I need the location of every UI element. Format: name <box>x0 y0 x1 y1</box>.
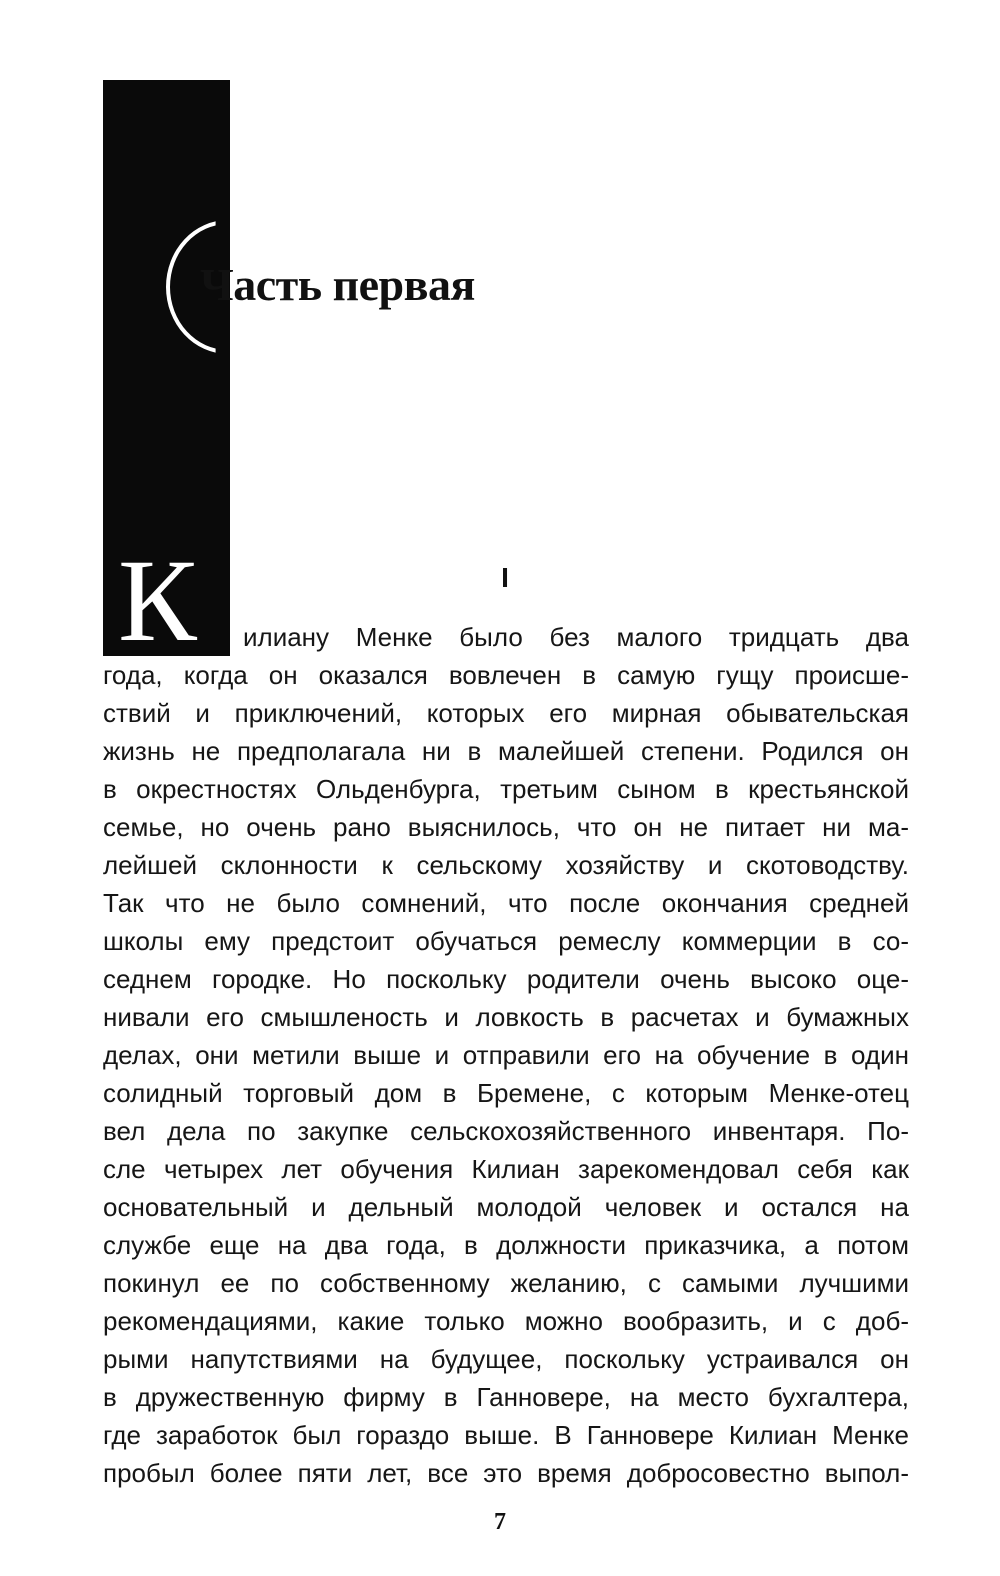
chapter-number: I <box>501 562 509 593</box>
text-line: лейшей склонности к сельскому хозяйству и скотоводству. <box>103 850 909 880</box>
text-line: нивали его смышленость и ловкость в расчетах и бумажных <box>103 1002 909 1032</box>
text-line: илиану Менке было без малого тридцать два <box>243 622 909 652</box>
text-line: рыми напутствиями на будущее, поскольку устраивался он <box>103 1344 909 1374</box>
page-number: 7 <box>494 1509 506 1535</box>
text-line: рекомендациями, какие только можно вообразить, и с доб- <box>103 1306 909 1336</box>
text-line: в окрестностях Ольденбурга, третьим сыном в крестьянской <box>103 774 909 804</box>
text-line: покинул ее по собственному желанию, с самыми лучшими <box>103 1268 909 1298</box>
text-line: Так что не было сомнений, что после окончания средней <box>103 888 909 918</box>
drop-cap: К <box>118 535 197 666</box>
text-line: делах, они метили выше и отправили его на обучение в один <box>103 1040 909 1070</box>
text-line: седнем городке. Но поскольку родители очень высоко оце- <box>103 964 909 994</box>
text-line: службе еще на два года, в должности приказчика, а потом <box>103 1230 909 1260</box>
part-title: Часть первая <box>200 259 475 310</box>
text-line: пробыл более пяти лет, все это время добросовестно выпол- <box>103 1458 909 1488</box>
body-text <box>103 618 909 1492</box>
text-line: сле четырех лет обучения Килиан зарекомендовал себя как <box>103 1154 909 1184</box>
text-line: в дружественную фирму в Ганновере, на место бухгалтера, <box>103 1382 909 1412</box>
text-line: основательный и дельный молодой человек и остался на <box>103 1192 909 1222</box>
text-line: семье, но очень рано выяснилось, что он не питает ни ма- <box>103 812 909 842</box>
text-line: вел дела по закупке сельскохозяйственного инвентаря. По- <box>103 1116 909 1146</box>
text-line: школы ему предстоит обучаться ремеслу коммерции в со- <box>103 926 909 956</box>
text-line: где заработок был гораздо выше. В Ганновере Килиан Менке <box>103 1420 909 1450</box>
text-line: солидный торговый дом в Бремене, с которым Менке-отец <box>103 1078 909 1108</box>
text-line: года, когда он оказался вовлечен в самую гущу происше- <box>103 660 909 690</box>
text-line: ствий и приключений, которых его мирная обывательская <box>103 698 909 728</box>
text-line: жизнь не предполагала ни в малейшей степени. Родился он <box>103 736 909 766</box>
